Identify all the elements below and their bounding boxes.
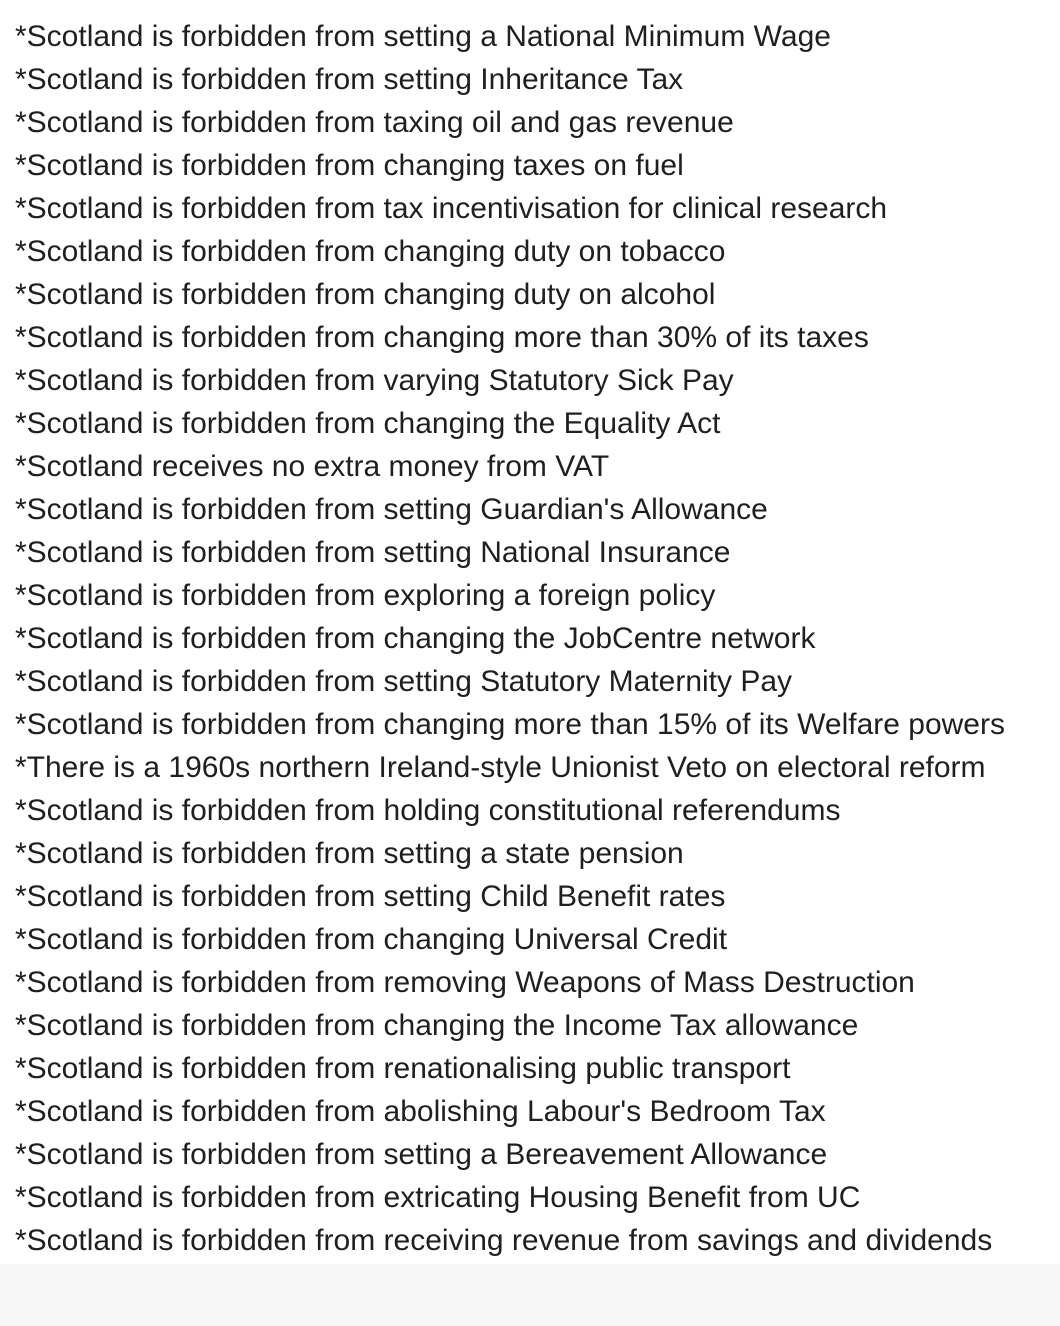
list-item: *Scotland is forbidden from taxing oil and gas revenue xyxy=(15,106,734,139)
list-item: *Scotland is forbidden from setting Statutory Maternity Pay xyxy=(15,665,793,698)
list-item: *Scotland is forbidden from setting a National Minimum Wage xyxy=(15,20,831,53)
list-item: *Scotland is forbidden from setting Inheritance Tax xyxy=(15,63,684,96)
list-item: *Scotland is forbidden from holding constitutional referendums xyxy=(15,794,841,827)
list-item: *Scotland is forbidden from changing the Equality Act xyxy=(15,407,721,440)
list-item: *Scotland is forbidden from changing taxes on fuel xyxy=(15,149,684,182)
list-item: *Scotland is forbidden from setting a Bereavement Allowance xyxy=(15,1138,828,1171)
list-item: *Scotland is forbidden from removing Weapons of Mass Destruction xyxy=(15,966,915,999)
list-item: *Scotland is forbidden from abolishing Labour's Bedroom Tax xyxy=(15,1095,826,1128)
list-item: *Scotland is forbidden from changing duty on tobacco xyxy=(15,235,726,268)
list-item: *Scotland is forbidden from changing duty on alcohol xyxy=(15,278,716,311)
list-item: *Scotland is forbidden from tax incentivisation for clinical research xyxy=(15,192,888,225)
list-item: *Scotland is forbidden from receiving revenue from savings and dividends xyxy=(15,1224,993,1257)
list-item: *Scotland is forbidden from exploring a foreign policy xyxy=(15,579,716,612)
bottom-margin xyxy=(0,1264,1060,1326)
list-item: *Scotland is forbidden from setting National Insurance xyxy=(15,536,731,569)
list-item: *Scotland is forbidden from setting Child Benefit rates xyxy=(15,880,726,913)
list-item: *Scotland is forbidden from changing Universal Credit xyxy=(15,923,728,956)
list-item: *Scotland is forbidden from renationalising public transport xyxy=(15,1052,791,1085)
list-item: *Scotland is forbidden from extricating Housing Benefit from UC xyxy=(15,1181,861,1214)
list-item: *Scotland is forbidden from varying Statutory Sick Pay xyxy=(15,364,734,397)
list-item: *There is a 1960s northern Ireland-style Unionist Veto on electoral reform xyxy=(15,751,986,784)
list-item: *Scotland is forbidden from changing the Income Tax allowance xyxy=(15,1009,859,1042)
list-item: *Scotland is forbidden from changing more than 30% of its taxes xyxy=(15,321,869,354)
list-item: *Scotland is forbidden from setting Guardian's Allowance xyxy=(15,493,768,526)
list-item: *Scotland is forbidden from changing more than 15% of its Welfare powers xyxy=(15,708,1005,741)
list-item: *Scotland is forbidden from setting a state pension xyxy=(15,837,684,870)
list-item: *Scotland is forbidden from changing the JobCentre network xyxy=(15,622,816,655)
list-item: *Scotland receives no extra money from VAT xyxy=(15,450,610,483)
